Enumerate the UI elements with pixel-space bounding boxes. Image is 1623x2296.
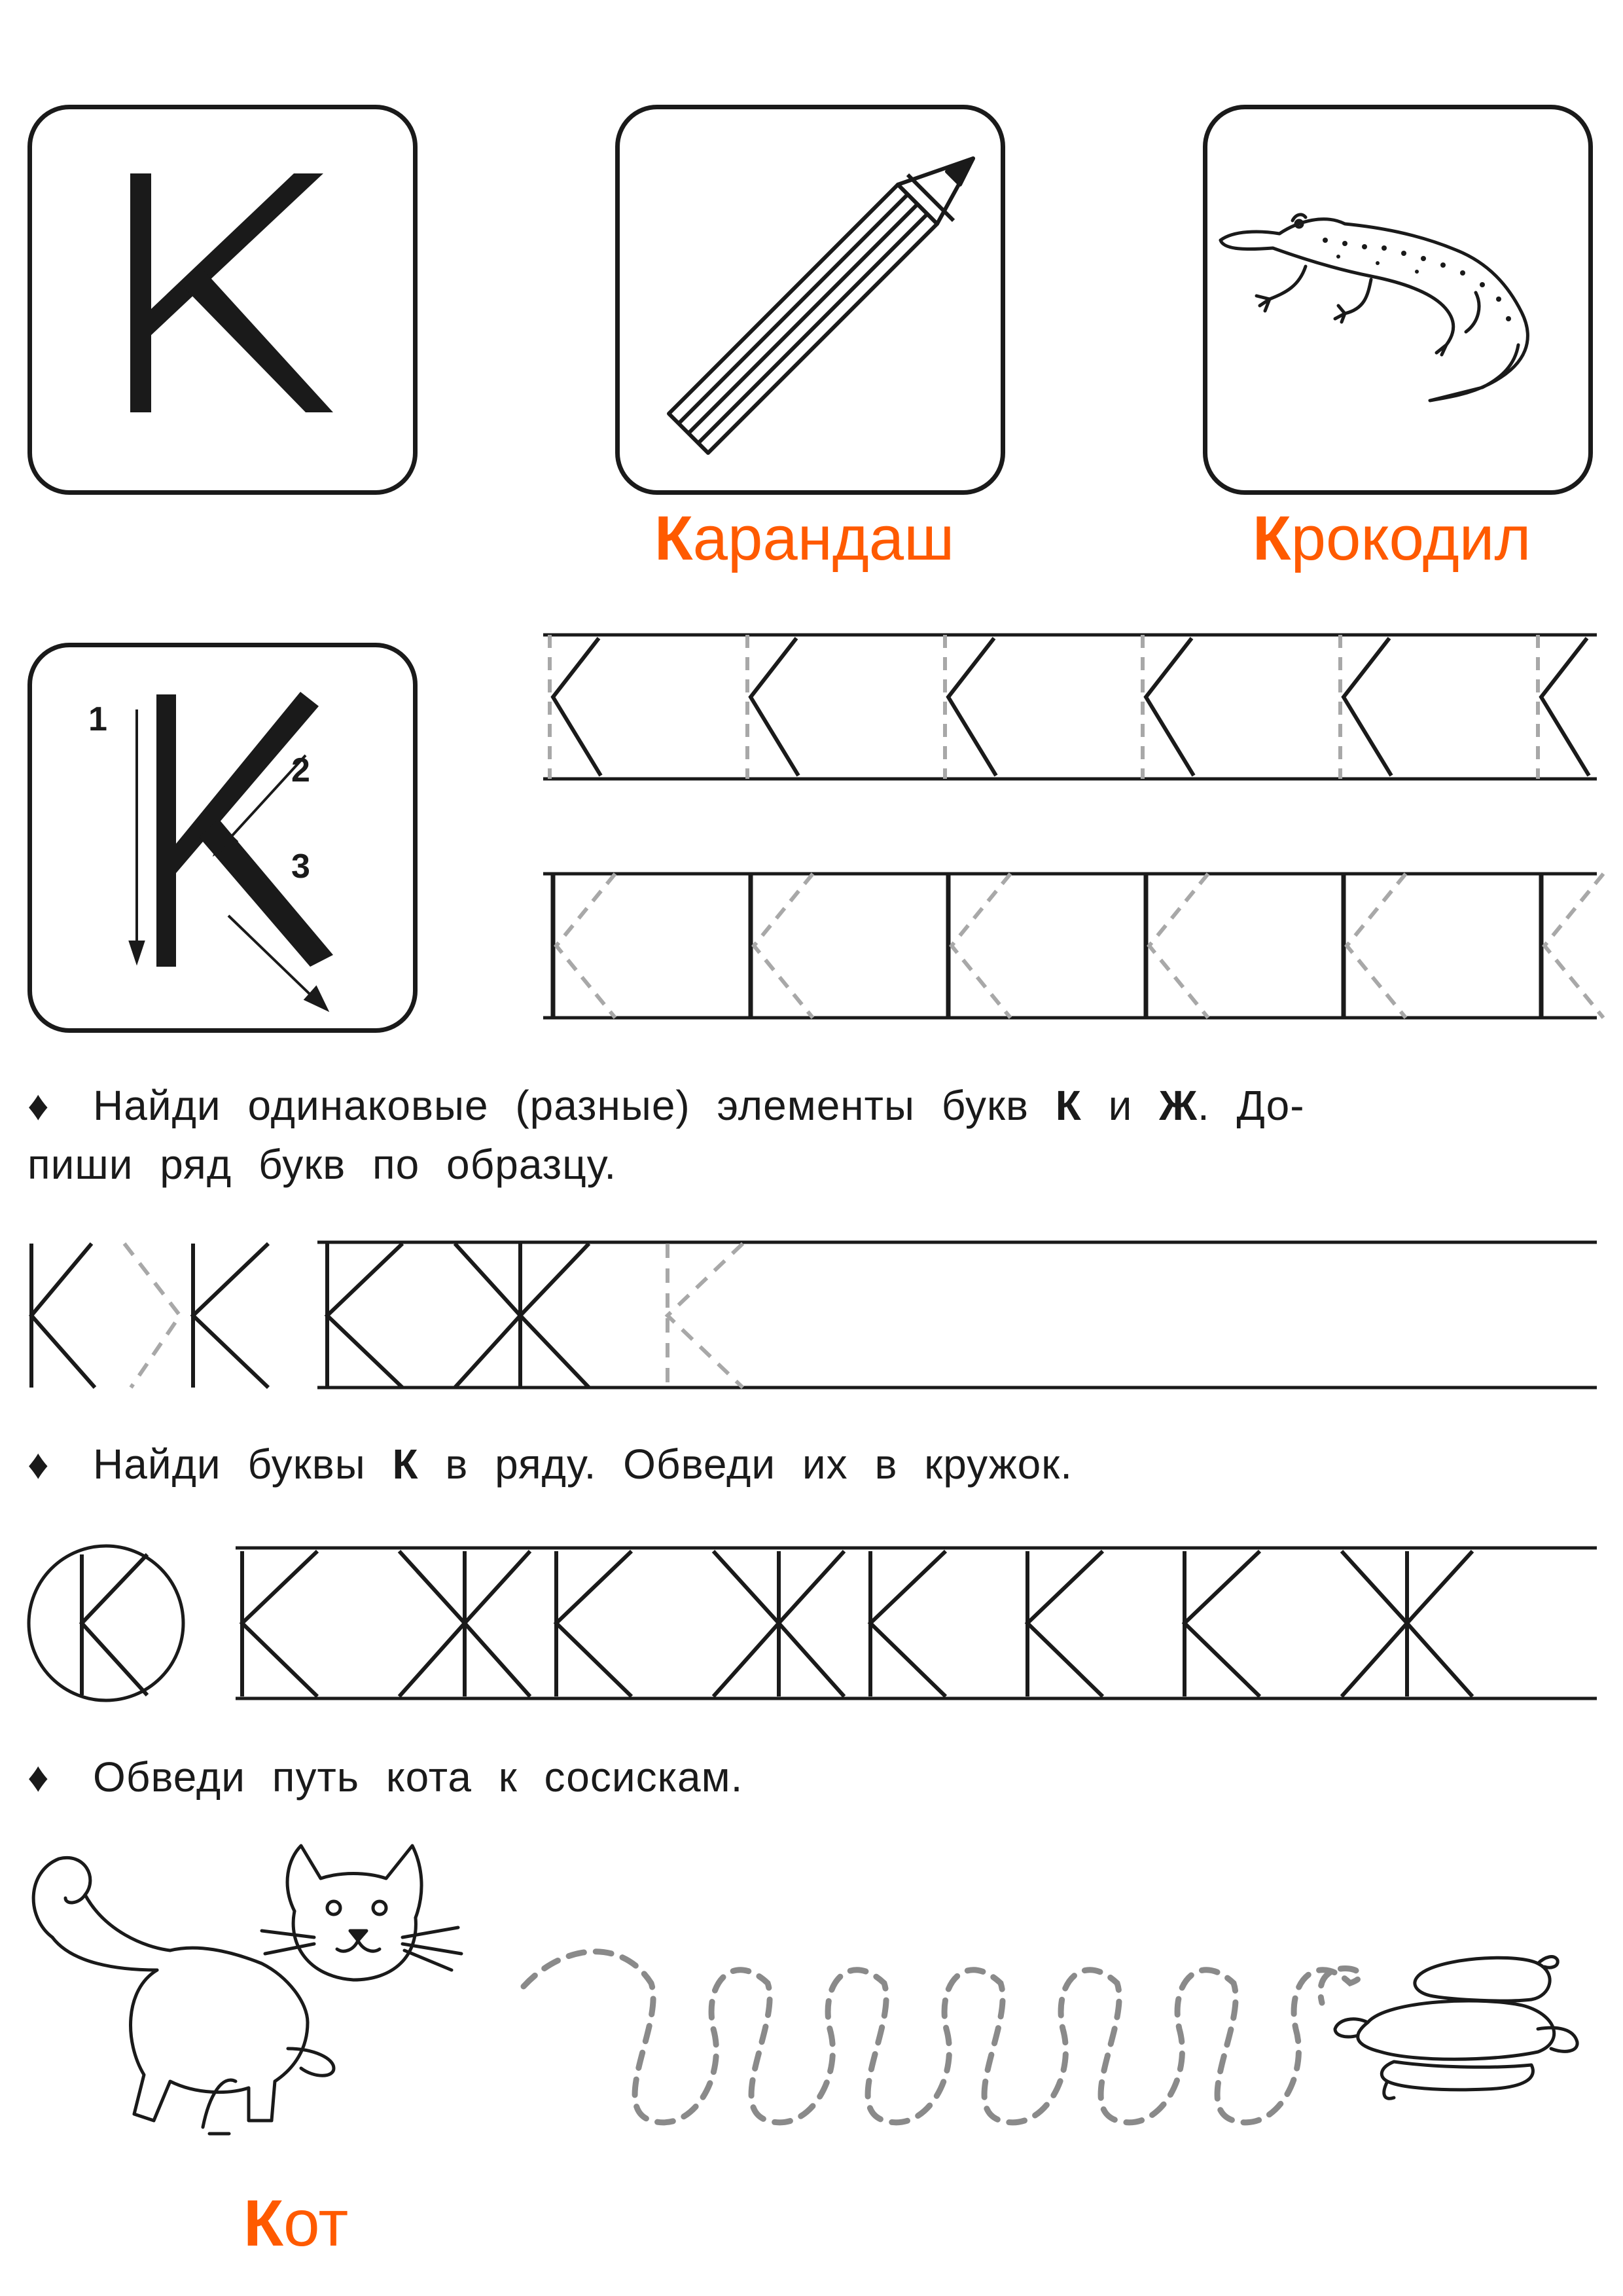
trace-cell-stem: [1344, 874, 1406, 1018]
task-1-text: Найди одинаковые (разные) элементы букв: [93, 1082, 1029, 1129]
task-3-text: Обведи путь кота к сосискам.: [93, 1753, 743, 1801]
find-letter-k: [1185, 1551, 1260, 1696]
crocodile-word-rest: рокодил: [1291, 503, 1531, 573]
cat-illustration: [13, 1833, 484, 2186]
crocodile-word: [1253, 503, 1531, 575]
trace-cell-stem: [553, 874, 615, 1018]
find-letter-k: [556, 1551, 632, 1696]
letter-card: [27, 105, 418, 495]
pattern-letter-zh: [455, 1244, 589, 1388]
cat-word-first-letter: К: [243, 2187, 284, 2260]
find-letter-zh: [399, 1551, 530, 1696]
task-2-line: [27, 1440, 1073, 1488]
find-letter-zh: [1342, 1551, 1472, 1696]
task-1-line-2: пиши ряд букв по образцу.: [27, 1141, 617, 1188]
trace-cell-stem: [751, 874, 813, 1018]
letter-k-glyph: [32, 109, 413, 490]
pencil-card: [615, 105, 1005, 495]
stroke-step-3: 3: [291, 848, 310, 886]
task-1-letter-zh: Ж: [1159, 1082, 1198, 1129]
bullet-diamond-icon: ♦: [27, 1082, 50, 1129]
trace-cell-angle: [1143, 635, 1194, 779]
stroke-step-2: 2: [291, 751, 310, 789]
tracing-row-stems: [543, 867, 1603, 1031]
bullet-diamond-icon: ♦: [27, 1753, 50, 1801]
task-1-text-end: . До-: [1197, 1082, 1305, 1129]
crocodile-card: [1203, 105, 1593, 495]
trace-cell-angle: [550, 635, 601, 779]
stroke-order-card: [27, 643, 418, 1033]
task-1-letter-k: К: [1055, 1082, 1082, 1129]
trace-cell-angle: [1340, 635, 1391, 779]
example-circle: [29, 1546, 183, 1700]
task-1-and: и: [1108, 1082, 1133, 1129]
pencil-word: [654, 503, 954, 575]
pencil-word-first-letter: К: [654, 503, 693, 573]
find-letter-k: [242, 1551, 317, 1696]
crocodile-word-first-letter: К: [1253, 503, 1291, 573]
pattern-letter-k: [327, 1244, 402, 1388]
task-2-letter-k: К: [392, 1441, 419, 1488]
sausages-illustration: [1322, 1937, 1610, 2108]
stroke-step-1: 1: [88, 700, 107, 738]
cat-word: [243, 2186, 348, 2261]
cat-word-rest: от: [283, 2187, 349, 2260]
pencil-icon: [620, 109, 1001, 490]
pattern-row: [20, 1230, 1603, 1394]
task-2-text: Найди буквы: [93, 1441, 366, 1488]
find-letter-k: [1027, 1551, 1103, 1696]
trace-cell-angle: [945, 635, 996, 779]
trace-cell-angle: [747, 635, 798, 779]
trace-cell-stem: [948, 874, 1010, 1018]
pencil-word-rest: арандаш: [692, 503, 955, 573]
bullet-diamond-icon: ♦: [27, 1441, 50, 1488]
pattern-dashed-continuation: [668, 1244, 743, 1388]
tracing-row-angles: [543, 628, 1603, 792]
trace-cell-angle: [1538, 635, 1589, 779]
trace-cell-stem: [1541, 874, 1603, 1018]
task-3-line: [27, 1753, 743, 1801]
crocodile-icon: [1207, 109, 1588, 490]
cat-path-dashed: [517, 1924, 1342, 2186]
find-letters-row: [20, 1525, 1603, 1721]
task-1-line-1: [27, 1081, 1305, 1130]
task-2-text-end: в ряду. Обведи их в кружок.: [445, 1441, 1073, 1488]
find-letter-zh: [713, 1551, 844, 1696]
find-letter-k: [870, 1551, 946, 1696]
trace-cell-stem: [1146, 874, 1208, 1018]
